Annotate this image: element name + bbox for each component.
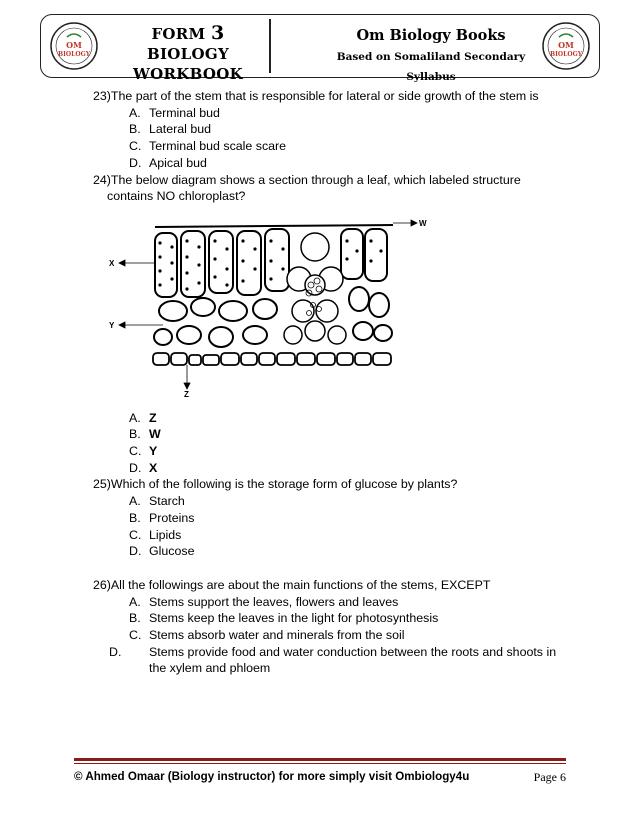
om-biology-logo-icon: [49, 21, 99, 71]
logo-text-om: OM: [66, 40, 82, 50]
option-b: B. W: [129, 427, 161, 442]
option-c: C. Stems absorb water and minerals from the soil: [129, 628, 405, 643]
option-a: A. Z: [129, 410, 157, 425]
header-divider: [269, 19, 271, 73]
svg-text:OM: OM: [558, 40, 574, 50]
option-a: A. Terminal bud: [129, 105, 220, 120]
option-b: B. Lateral bud: [129, 122, 212, 137]
logo-text-biology: BIOLOGY: [58, 51, 90, 58]
label-w: W: [419, 218, 427, 228]
option-c: C. Y: [129, 444, 158, 459]
footer-credit: © Ahmed Omaar (Biology instructor) for more simply visit Ombiology4u: [74, 770, 470, 783]
option-d: D. X: [129, 460, 158, 475]
page-header: [40, 14, 600, 83]
svg-text:BIOLOGY: BIOLOGY: [550, 51, 582, 58]
footer-rule: [74, 758, 566, 761]
question-24: 24)The below diagram shows a section through a leaf, which labeled structure contains NO chloroplast? W X Y Z A. Z B. W C. Y D. X: [93, 172, 573, 477]
page-footer: [74, 758, 566, 785]
option-b: B. Proteins: [129, 510, 195, 525]
publisher-block: [331, 25, 531, 87]
page-number: Page 6: [533, 770, 566, 784]
leaf-section-diagram: [93, 207, 433, 397]
option-d: D. Apical bud: [129, 155, 207, 170]
option-c: C. Terminal bud scale scare: [129, 139, 287, 154]
om-biology-logo-icon: [541, 21, 591, 71]
option-d: D. Stems provide food and water conduction between the roots and shoots in the xylem and phloem: [109, 644, 557, 676]
label-z: Z: [184, 389, 189, 397]
syllabus-note: Based on Somaliland Secondary Syllabus: [336, 51, 526, 83]
label-x: X: [109, 258, 115, 268]
option-c: C. Lipids: [129, 527, 182, 542]
label-y: Y: [109, 320, 115, 330]
workbook-title: FORM 3 BIOLOGY WORKBOOK: [133, 22, 243, 83]
option-a: A. Stems support the leaves, flowers and leaves: [129, 594, 399, 609]
option-b: B. Stems keep the leaves in the light for photosynthesis: [129, 611, 439, 626]
question-23: 23)The part of the stem that is responsible for lateral or side growth of the stem is A. Terminal bud B. Lateral bud C. Terminal bud scale scare D. Apical bud: [93, 88, 573, 172]
question-list: [93, 88, 573, 677]
footer-rule-thin: [74, 763, 566, 764]
publisher-name: Om Biology Books: [356, 27, 506, 44]
question-26: 26)All the followings are about the main functions of the stems, EXCEPT A. Stems support the leaves, flowers and leaves B. Stems keep the leaves in the light for photosynthesis C. Stems absorb water and minerals from the soil D. Stems provide food and water conduction between the roots and shoots in the xylem and phloem: [93, 577, 573, 677]
option-d: D. Glucose: [129, 544, 195, 559]
option-a: A. Starch: [129, 494, 185, 509]
question-25: 25)Which of the following is the storage form of glucose by plants? A. Starch B. Proteins C. Lipids D. Glucose: [93, 476, 573, 560]
